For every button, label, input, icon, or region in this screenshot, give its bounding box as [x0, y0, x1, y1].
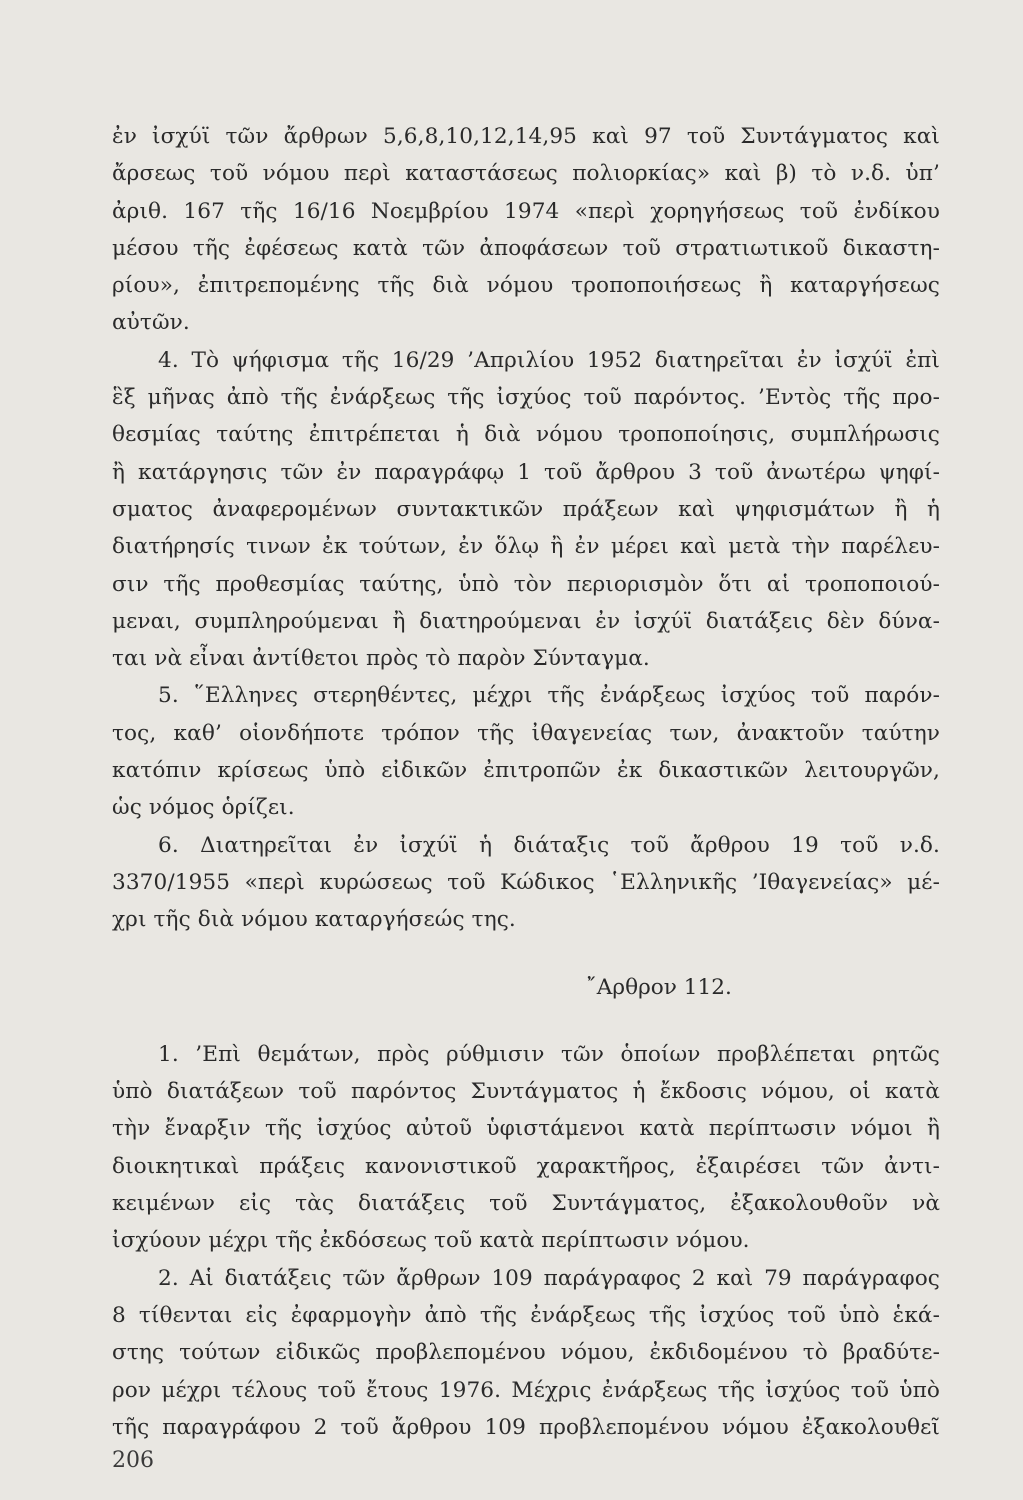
text-line: 3370/1955 «περὶ κυρώσεως τοῦ Κώδικος ῾Ελληνικῆς ’Ιθαγενείας» μέ- [112, 869, 940, 895]
text-line: σιν τῆς προθεσμίας ταύτης, ὑπὸ τὸν περιορισμὸν ὅτι αἱ τροποποιού- [112, 571, 940, 597]
text-line: ἰσχύουν μέχρι τῆς ἐκδόσεως τοῦ κατὰ περίπτωσιν νόμου. [112, 1228, 750, 1254]
text-line: 5. ῞Ελληνες στερηθέντες, μέχρι τῆς ἐνάρξεως ἰσχύος τοῦ παρόν- [158, 683, 940, 709]
text-line: 2. Αἱ διατάξεις τῶν ἄρθρων 109 παράγραφος 2 καὶ 79 παράγραφος [158, 1265, 940, 1291]
text-line: ἐν ἰσχύϊ τῶν ἄρθρων 5,6,8,10,12,14,95 καὶ 97 τοῦ Συντάγματος καὶ [112, 124, 940, 149]
text-line: ἢ κατάργησις τῶν ἐν παραγράφῳ 1 τοῦ ἄρθρου 3 τοῦ ἀνωτέρω ψηφί- [112, 459, 940, 485]
text-line: ὑπὸ διατάξεων τοῦ παρόντος Συντάγματος ἡ ἔκδοσις νόμου, οἱ κατὰ [112, 1079, 940, 1105]
text-line: τὴν ἔναρξιν τῆς ἰσχύος αὐτοῦ ὑφιστάμενοι κατὰ περίπτωσιν νόμοι ἢ [112, 1116, 940, 1142]
text-line: 4. Τὸ ψήφισμα τῆς 16/29 ’Απριλίου 1952 διατηρεῖται ἐν ἰσχύϊ ἐπὶ [158, 347, 940, 373]
text-line: ρίου», ἐπιτρεπομένης τῆς διὰ νόμου τροποποιήσεως ἢ καταργήσεως [112, 273, 940, 299]
text-line: κειμένων εἰς τὰς διατάξεις τοῦ Συντάγματος, ἐξακολουθοῦν νὰ [112, 1191, 940, 1217]
text-line: διοικητικαὶ πράξεις κανονιστικοῦ χαρακτῆρος, ἐξαιρέσει τῶν ἀντι- [112, 1153, 940, 1179]
text-line: θεσμίας ταύτης ἐπιτρέπεται ἡ διὰ νόμου τροποποίησις, συμπλήρωσις [112, 422, 940, 448]
article-heading: ῎Αρθρον 112. [586, 974, 732, 1000]
spacer [112, 1006, 940, 1036]
text-line: 1. ’Επὶ θεμάτων, πρὸς ρύθμισιν τῶν ὁποίων προβλέπεται ρητῶς [158, 1041, 940, 1067]
text-line: κατόπιν κρίσεως ὑπὸ εἰδικῶν ἐπιτροπῶν ἐκ δικαστικῶν λειτουργῶν, [112, 758, 940, 784]
text-line: στης τούτων εἰδικῶς προβλεπομένου νόμου, ἐκδιδομένου τὸ βραδύτε- [112, 1340, 940, 1366]
text-line: ὡς νόμος ὁρίζει. [112, 795, 295, 821]
text-line: 6. Διατηρεῖται ἐν ἰσχύϊ ἡ διάταξις τοῦ ἄρθρου 19 τοῦ ν.δ. [158, 832, 940, 858]
text-line: ἄρσεως τοῦ νόμου περὶ καταστάσεως πολιορκίας» καὶ β) τὸ ν.δ. ὑπ’ [112, 161, 940, 187]
text-line: αὐτῶν. [112, 310, 190, 336]
text-line: ρον μέχρι τέλους τοῦ ἔτους 1976. Μέχρις ἐνάρξεως τῆς ἰσχύος τοῦ ὑπὸ [112, 1377, 940, 1403]
text-line: τῆς παραγράφου 2 τοῦ ἄρθρου 109 προβλεπομένου νόμου ἐξακολουθεῖ [112, 1414, 940, 1440]
text-line: ται νὰ εἶναι ἀντίθετοι πρὸς τὸ παρὸν Σύνταγμα. [112, 646, 650, 672]
text-line: μέσου τῆς ἐφέσεως κατὰ τῶν ἀποφάσεων τοῦ στρατιωτικοῦ δικαστη- [112, 235, 940, 261]
text-line: χρι τῆς διὰ νόμου καταργήσεώς της. [112, 907, 516, 933]
text-line: ἓξ μῆνας ἀπὸ τῆς ἐνάρξεως τῆς ἰσχύος τοῦ παρόντος. ’Εντὸς τῆς προ- [112, 385, 940, 411]
text-line: 8 τίθενται εἰς ἐφαρμογὴν ἀπὸ τῆς ἐνάρξεως τῆς ἰσχύος τοῦ ὑπὸ ἑκά- [112, 1302, 940, 1328]
text-line: ἀριθ. 167 τῆς 16/16 Νοεμβρίου 1974 «περὶ χορηγήσεως τοῦ ἐνδίκου [112, 198, 940, 224]
body-text [112, 118, 940, 1446]
text-line: τος, καθ’ οἱονδήποτε τρόπον τῆς ἰθαγενείας των, ἀνακτοῦν ταύτην [112, 720, 940, 746]
text-line: σματος ἀναφερομένων συντακτικῶν πράξεων καὶ ψηφισμάτων ἢ ἡ [112, 496, 940, 522]
text-line: διατήρησίς τινων ἐκ τούτων, ἐν ὅλῳ ἢ ἐν μέρει καὶ μετὰ τὴν παρέλευ- [112, 534, 940, 560]
page-number: 206 [112, 1448, 154, 1473]
text-line: μεναι, συμπληρούμεναι ἢ διατηρούμεναι ἐν ἰσχύϊ διατάξεις δὲν δύνα- [112, 608, 940, 634]
spacer [112, 939, 940, 969]
